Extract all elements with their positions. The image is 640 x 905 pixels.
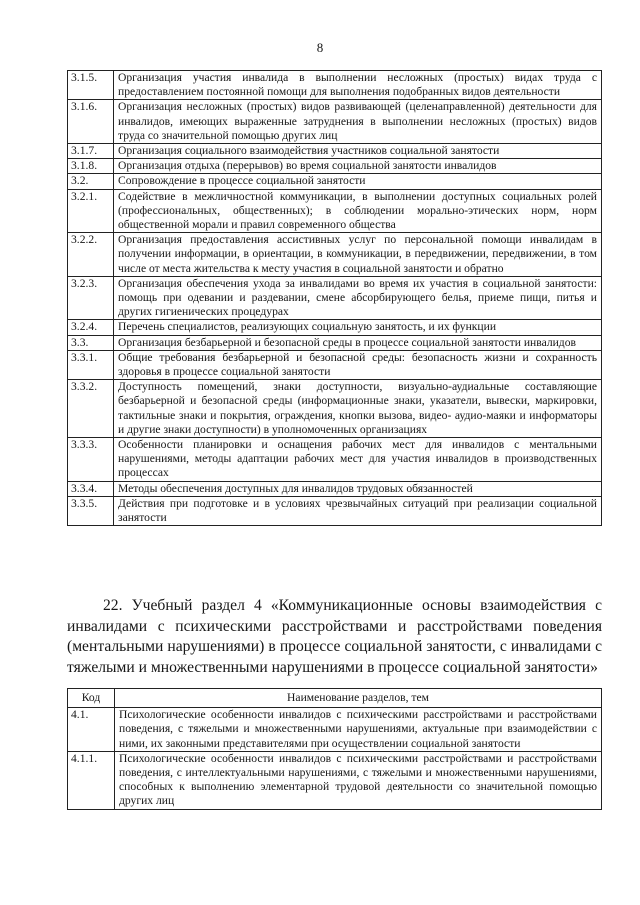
row-title: Психологические особенности инвалидов с психическими расстройствами и расстройствами поведения, с интеллектуальными нарушениями, с тяжелыми и множественными нарушениями, способных к выполнению элементарной трудовой деятельности со значительной помощью других лиц — [115, 751, 602, 809]
row-code: 3.3.3. — [68, 438, 114, 482]
table-row — [68, 233, 602, 277]
row-title: Особенности планировки и оснащения рабочих мест для инвалидов с ментальными нарушениями, методы адаптации рабочих мест для участия инвалидов в производственных процессах — [114, 438, 602, 482]
table-row — [68, 189, 602, 233]
section-heading: 22. Учебный раздел 4 «Коммуникационные основы взаимодействия с инвалидами с психическими расстройствами и расстройствами поведения (ментальными нарушениями) в процессе социальной занятости, с инвалидами с тяжелыми и множественными нарушениями в процессе социальной занятости» — [67, 597, 602, 676]
row-code: 3.2.4. — [68, 320, 114, 335]
page-number: 8 — [316, 40, 324, 55]
row-code: 4.1.1. — [68, 751, 115, 809]
row-code: 3.3. — [68, 335, 114, 350]
row-title: Сопровождение в процессе социальной занятости — [114, 174, 602, 189]
row-title: Действия при подготовке и в условиях чрезвычайных ситуаций при реализации социальной занятости — [114, 496, 602, 525]
row-title: Общие требования безбарьерной и безопасной среды: безопасность жизни и сохранность здоровья в процессе социальной занятости — [114, 350, 602, 379]
table-row — [68, 144, 602, 159]
row-code: 3.1.5. — [68, 71, 114, 100]
table-row — [68, 481, 602, 496]
table-row — [68, 335, 602, 350]
table-row — [68, 320, 602, 335]
table-row — [68, 380, 602, 438]
table-row — [68, 438, 602, 482]
row-code: 3.3.5. — [68, 496, 114, 525]
row-title: Организация несложных (простых) видов развивающей (целенаправленной) деятельности для инвалидов, имеющих выраженные затруднения в выполнении несложных (простых) видов труда со значительной помощью других лиц — [114, 100, 602, 144]
row-code: 3.3.4. — [68, 481, 114, 496]
row-title: Организация социального взаимодействия участников социальной занятости — [114, 144, 602, 159]
row-code: 3.3.1. — [68, 350, 114, 379]
table-row — [68, 100, 602, 144]
table2-header-row — [68, 689, 602, 708]
row-title: Организация предоставления ассистивных услуг по персональной помощи инвалидам в получении информации, в ориентации, в коммуникации, в передвижении, передвижении, в том числе от места жительства к месту участия в социальной занятости и обратно — [114, 233, 602, 277]
column-header-name: Наименование разделов, тем — [115, 689, 602, 708]
row-code: 3.1.6. — [68, 100, 114, 144]
row-title: Организация безбарьерной и безопасной среды в процессе социальной занятости инвалидов — [114, 335, 602, 350]
table-row — [68, 751, 602, 809]
topics-table-section-3 — [67, 70, 602, 526]
row-title: Психологические особенности инвалидов с психическими расстройствами и расстройствами поведения, с тяжелыми и множественными нарушениями, актуальные при взаимодействии с ними, их законными представителями при осуществлении социальной занятости — [115, 708, 602, 752]
column-header-code: Код — [68, 689, 115, 708]
table-row — [68, 496, 602, 525]
row-code: 3.2.2. — [68, 233, 114, 277]
row-code: 4.1. — [68, 708, 115, 752]
table-row — [68, 276, 602, 320]
row-title: Организация обеспечения ухода за инвалидами во время их участия в социальной занятости: помощь при одевании и раздевании, смене абсорбирующего белья, приеме пищи, питья и других гигиенических процедурах — [114, 276, 602, 320]
row-title: Доступность помещений, знаки доступности, визуально-аудиальные составляющие безбарьерной и безопасной среды (информационные знаки, указатели, вывески, маркировки, тактильные знаки и покрытия, ограждения, кнопки вызова, видео- аудио-маяки и информаторы и другие знаки доступности) в уполномоченных организациях — [114, 380, 602, 438]
row-code: 3.2.1. — [68, 189, 114, 233]
topics-table-section-4 — [67, 688, 602, 810]
row-title: Содействие в межличностной коммуникации, в выполнении доступных социальных ролей (профессиональных, общественных); в соблюдении морально-этических норм, норм общественной морали и правил современного общества — [114, 189, 602, 233]
row-title: Перечень специалистов, реализующих социальную занятость, и их функции — [114, 320, 602, 335]
row-title: Организация участия инвалида в выполнении несложных (простых) видах труда с предоставлением постоянной помощи для выполнения подобранных видов деятельности — [114, 71, 602, 100]
row-title: Организация отдыха (перерывов) во время социальной занятости инвалидов — [114, 159, 602, 174]
row-code: 3.2.3. — [68, 276, 114, 320]
table-row — [68, 708, 602, 752]
row-code: 3.2. — [68, 174, 114, 189]
table-row — [68, 350, 602, 379]
row-code: 3.1.8. — [68, 159, 114, 174]
row-code: 3.3.2. — [68, 380, 114, 438]
table-row — [68, 159, 602, 174]
row-code: 3.1.7. — [68, 144, 114, 159]
table-row — [68, 174, 602, 189]
table1-body — [68, 71, 602, 526]
table2-body — [68, 708, 602, 809]
row-title: Методы обеспечения доступных для инвалидов трудовых обязанностей — [114, 481, 602, 496]
table-row — [68, 71, 602, 100]
